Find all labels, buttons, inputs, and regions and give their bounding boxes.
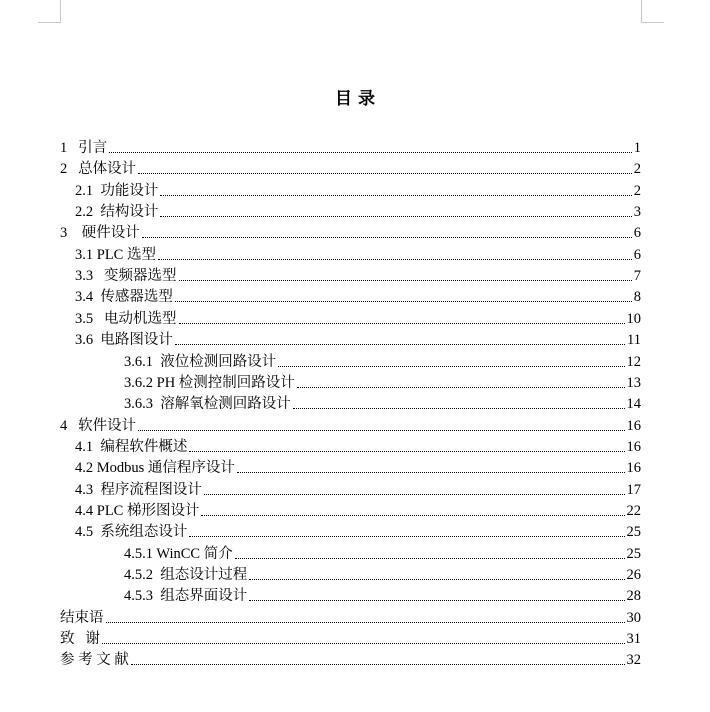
toc-leader (204, 494, 625, 495)
toc-leader (160, 216, 631, 217)
toc-entry-text: 3.5 电动机选型 (75, 310, 177, 327)
toc-entry-text: 3.6.2 PH 检测控制回路设计 (124, 374, 295, 391)
toc-leader (138, 430, 624, 431)
toc-entry-text: 4.5.2 组态设计过程 (124, 567, 248, 583)
toc-entry-page: 6 (633, 246, 641, 263)
toc-entry (75, 287, 641, 307)
toc-entry-text: 3 硬件设计 (60, 225, 140, 242)
toc-entry-page: 1 (633, 140, 641, 156)
toc-entry-text: 致 谢 (60, 631, 100, 648)
toc-entry-page: 32 (626, 652, 641, 669)
toc-leader (189, 536, 624, 537)
toc-entry-text: 3.6.3 溶解氧检测回路设计 (124, 396, 291, 413)
toc-entry (75, 202, 641, 222)
toc-entry-text: 4.5.3 组态界面设计 (124, 588, 248, 605)
toc-entry (75, 458, 641, 478)
toc-entry-text: 4.5 系统组态设计 (75, 524, 188, 541)
toc-leader (106, 622, 625, 623)
toc-entry (124, 586, 641, 606)
crop-mark-top-left (38, 0, 61, 23)
toc-entry (75, 181, 641, 201)
toc-entry-page: 31 (626, 631, 641, 648)
toc-entry-text: 结束语 (60, 609, 104, 626)
toc-entry (75, 309, 641, 329)
toc-leader (189, 451, 624, 452)
toc-entry (60, 629, 641, 649)
toc-leader (131, 664, 625, 665)
toc-entry (60, 608, 641, 628)
toc-leader (201, 515, 624, 516)
toc-entry-page: 3 (633, 204, 641, 221)
toc-entry-page: 16 (626, 417, 641, 434)
toc-entry (75, 522, 641, 542)
toc-leader (237, 472, 625, 473)
toc-entry-page: 26 (626, 567, 641, 583)
toc-entry-page: 30 (626, 609, 641, 626)
toc-leader (297, 387, 625, 388)
toc-entry-page: 14 (626, 396, 641, 413)
toc-entry-page: 8 (633, 289, 641, 306)
toc-entry-page: 2 (633, 182, 641, 199)
toc-entry-page: 28 (626, 588, 641, 605)
toc-entry-page: 25 (626, 524, 641, 541)
toc-leader (102, 643, 625, 644)
toc-leader (142, 237, 632, 238)
toc-entry-text: 4.1 编程软件概述 (75, 438, 188, 455)
toc-leader (175, 344, 625, 345)
toc-leader (235, 558, 625, 559)
toc-entry-text: 4.3 程序流程图设计 (75, 481, 202, 498)
toc-entry (124, 352, 641, 372)
toc-leader (293, 408, 625, 409)
toc-entry-text: 4.5.1 WinCC 简介 (124, 545, 233, 562)
toc-entry-page: 17 (626, 481, 641, 498)
toc-title: 目 录 (335, 89, 375, 109)
toc-entry-text: 4.4 PLC 梯形图设计 (75, 502, 200, 519)
toc-leader (179, 323, 625, 324)
toc-entry (60, 650, 641, 670)
toc-entry (60, 416, 641, 436)
toc-entry-text: 3.4 传感器选型 (75, 289, 173, 306)
toc-entry (124, 544, 641, 564)
toc-leader (109, 152, 632, 153)
toc-entry-text: 2 总体设计 (60, 161, 137, 178)
toc-entry-page: 7 (633, 268, 641, 285)
toc-entry-page: 13 (626, 374, 641, 391)
toc-entry (60, 138, 641, 158)
toc-entry-page: 25 (626, 545, 641, 562)
toc-entry-text: 3.1 PLC 选型 (75, 246, 156, 263)
toc-entry-page: 16 (626, 438, 641, 455)
toc-entry-page: 10 (626, 310, 641, 327)
toc-entry-text: 参 考 文 献 (60, 652, 129, 669)
toc-entry (75, 480, 641, 500)
toc-leader (158, 259, 632, 260)
toc-entry (75, 330, 641, 350)
toc-leader (249, 600, 624, 601)
toc-entry (75, 437, 641, 457)
toc-entry-page: 6 (633, 225, 641, 242)
toc-entry (124, 373, 641, 393)
toc-leader (160, 195, 631, 196)
toc-entry-text: 3.3 变频器选型 (75, 268, 177, 285)
toc-entry-page: 22 (626, 502, 641, 519)
toc-entry (124, 565, 641, 585)
toc-entry-text: 4.2 Modbus 通信程序设计 (75, 460, 235, 477)
toc-entry-page: 2 (633, 161, 641, 178)
toc-entry (75, 266, 641, 286)
crop-mark-top-right (641, 0, 664, 23)
toc-entry (60, 159, 641, 179)
toc-entry-text: 2.2 结构设计 (75, 204, 159, 221)
toc-entry-page: 11 (627, 332, 641, 349)
toc-entry (75, 501, 641, 521)
toc-entry-text: 2.1 功能设计 (75, 182, 159, 199)
toc-entry (124, 394, 641, 414)
toc-entry-page: 16 (626, 460, 641, 477)
toc-leader (175, 301, 632, 302)
toc-entry-text: 4 软件设计 (60, 417, 137, 434)
toc-entry-text: 1 引言 (60, 140, 108, 156)
toc-leader (249, 579, 624, 580)
toc-leader (138, 173, 632, 174)
toc-entry-text: 3.6.1 液位检测回路设计 (124, 353, 277, 370)
toc-entry (60, 223, 641, 243)
toc-entry (75, 245, 641, 265)
toc-leader (278, 366, 624, 367)
toc-leader (179, 280, 632, 281)
toc-entry-text: 3.6 电路图设计 (75, 332, 173, 349)
toc-entry-page: 12 (626, 353, 641, 370)
